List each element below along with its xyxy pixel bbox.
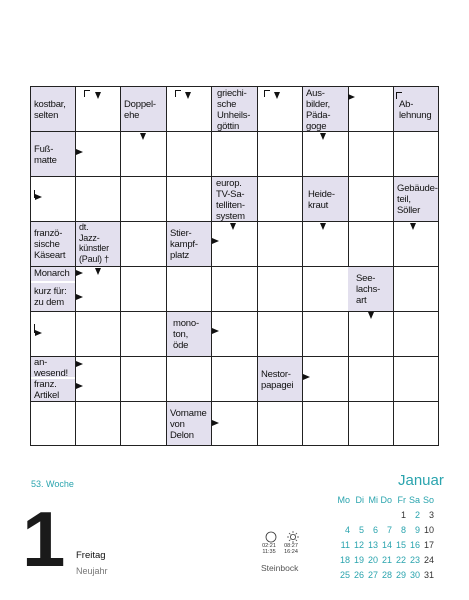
clue-satellit (212, 177, 257, 221)
calendar-day: 23 (409, 555, 420, 565)
calendar-day: 19 (353, 555, 364, 565)
clue-text: griechi- sche Unheils- göttin (217, 88, 251, 132)
calendar-day: 12 (353, 540, 364, 550)
weekday-label: So (422, 495, 434, 505)
clue-text: Gebäude- teil, Söller (397, 183, 438, 216)
crossword-grid (30, 86, 439, 446)
clue-text: an- wesend! (34, 357, 68, 379)
clue-text: Ab- lehnung (399, 98, 432, 121)
weekday-label: Mi (368, 495, 378, 505)
arrow-down-icon (320, 223, 326, 230)
calendar-day: 5 (358, 525, 364, 535)
arrow-down-icon (95, 92, 101, 99)
day-name: Freitag (76, 550, 106, 561)
day-number: 1 (22, 495, 66, 583)
clue-ausbilder (303, 87, 348, 131)
clue-heidekraut (303, 177, 348, 221)
arrow-right-icon (76, 149, 83, 155)
calendar-day: 24 (423, 555, 434, 565)
calendar-day: 8 (400, 525, 406, 535)
clue-seelachs (348, 267, 393, 311)
calendar-day (336, 508, 350, 523)
crossword-puzzle (30, 86, 439, 446)
calendar-day: 25 (339, 570, 350, 580)
clue-doppelehe (121, 87, 166, 131)
arrow-down-icon (274, 92, 280, 99)
weekday-label: Mo (337, 495, 350, 505)
clue-unheilsgoettin (212, 87, 257, 131)
clue-monoton (167, 312, 211, 356)
clue-text: Monarch (34, 268, 70, 279)
calendar-week-row (336, 568, 434, 583)
weekday-label: Sa (408, 495, 420, 505)
calendar-day (350, 508, 364, 523)
clue-text: Vorname von Delon (170, 407, 207, 441)
clue-jazz (76, 222, 120, 266)
calendar-day: 6 (372, 525, 378, 535)
calendar-day: 31 (423, 570, 434, 580)
clue-monarch (31, 267, 75, 281)
week-label: 53. Woche (31, 479, 74, 489)
calendar-day: 2 (414, 510, 420, 520)
calendar-week-row (336, 538, 434, 553)
clue-text: Doppel- ehe (124, 98, 156, 121)
calendar-day: 29 (395, 570, 406, 580)
clue-text: Stier- kampf- platz (170, 228, 198, 261)
arrow-bend-icon (84, 90, 90, 97)
arrow-right-icon (76, 294, 83, 300)
month-title: Januar (398, 472, 444, 489)
weekday-label: Di (355, 495, 364, 505)
clue-text: kostbar, selten (34, 98, 66, 121)
calendar-day: 30 (409, 570, 420, 580)
calendar-week-row (336, 523, 434, 538)
clue-kurzfuer (31, 283, 75, 311)
calendar-day: 20 (367, 555, 378, 565)
arrow-down-icon (410, 223, 416, 230)
calendar-week-row (336, 508, 434, 523)
calendar-day: 1 (400, 510, 406, 520)
clue-artikel (31, 379, 75, 401)
calendar-day: 10 (423, 525, 434, 535)
arrow-down-icon (230, 223, 236, 230)
clue-gebaeudeteil (394, 177, 438, 221)
sun-time: 08:27 16:24 (284, 543, 298, 555)
zodiac-sign: Steinbock (261, 563, 299, 573)
calendar-weekday-row (336, 493, 434, 508)
moon-time: 02:21 11:35 (262, 543, 276, 555)
calendar-day: 27 (367, 570, 378, 580)
arrow-down-icon (368, 312, 374, 319)
holiday-name: Neujahr (76, 566, 108, 576)
calendar-day: 16 (409, 540, 420, 550)
calendar-day: 22 (395, 555, 406, 565)
arrow-right-icon (348, 94, 355, 100)
arrow-right-icon (76, 361, 83, 367)
weekday-label: Do (380, 495, 392, 505)
arrow-down-icon (320, 133, 326, 140)
clue-stierkampf (167, 222, 211, 266)
arrow-right-icon (212, 420, 219, 426)
arrow-right-icon (212, 328, 219, 334)
arrow-bend-icon (175, 90, 181, 97)
calendar-day: 28 (381, 570, 392, 580)
arrow-bend-icon (264, 90, 270, 97)
mini-calendar (336, 493, 434, 583)
clue-text: Fuß- matte (34, 143, 57, 166)
calendar-day (364, 508, 378, 523)
arrow-down-icon (185, 92, 191, 99)
arrow-right-icon (76, 383, 83, 389)
clue-text: See- lachs- art (356, 273, 381, 306)
calendar-day: 14 (381, 540, 392, 550)
clue-text: kurz für: zu dem (34, 286, 67, 308)
clue-kaeseart (31, 222, 75, 266)
clue-text: Heide- kraut (308, 188, 335, 211)
clue-delon (167, 402, 211, 445)
clue-kostbar (31, 87, 75, 131)
clue-anwesend (31, 357, 75, 377)
calendar-day: 4 (344, 525, 350, 535)
clue-text: europ. TV-Sa- telliten- system (216, 178, 245, 222)
arrow-right-icon (212, 238, 219, 244)
clue-text: Nestor- papagei (261, 368, 294, 391)
calendar-day: 15 (395, 540, 406, 550)
clue-text: franzö- sische Käseart (34, 228, 66, 261)
arrow-bend-icon (34, 190, 37, 198)
arrow-right-icon (76, 270, 83, 276)
calendar-week-row (336, 553, 434, 568)
calendar-day: 18 (339, 555, 350, 565)
calendar-day: 21 (381, 555, 392, 565)
calendar-day: 3 (428, 510, 434, 520)
weekday-label: Fr (397, 495, 406, 505)
calendar-day: 9 (414, 525, 420, 535)
clue-text: mono- ton, öde (173, 318, 199, 351)
arrow-down-icon (140, 133, 146, 140)
arrow-down-icon (95, 268, 101, 275)
calendar-day: 7 (386, 525, 392, 535)
clue-text: Aus- bilder, Päda- goge (306, 88, 331, 132)
clue-fussmatte (31, 132, 75, 176)
clue-nestor (258, 357, 302, 401)
arrow-bend-icon (34, 324, 37, 333)
arrow-bend-icon (396, 92, 402, 99)
calendar-day: 11 (340, 540, 350, 550)
clue-text: dt. Jazz- künstler (Paul) † (79, 222, 109, 264)
clue-text: franz. Artikel (34, 379, 59, 401)
calendar-day (378, 508, 392, 523)
calendar-day: 26 (353, 570, 364, 580)
calendar-day: 17 (423, 540, 434, 550)
arrow-right-icon (303, 374, 310, 380)
calendar-day: 13 (367, 540, 378, 550)
